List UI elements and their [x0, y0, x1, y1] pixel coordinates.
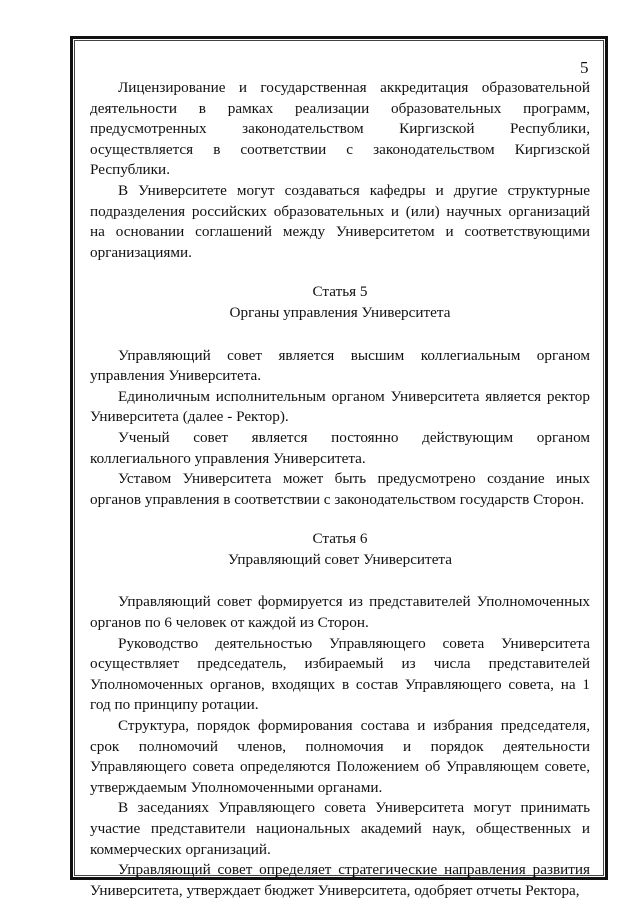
article-6-number: Статья 6 [312, 530, 368, 548]
paragraph: В Университете могут создаваться кафедры и другие структурные подразделения российских образовательных и (или) научных организаций на основании соглашений между Университетом и соответствующими организациями. [90, 181, 590, 261]
page-number: 5 [580, 58, 589, 77]
article-6-title: Управляющий совет Университета [228, 550, 452, 568]
paragraph: Ученый совет является постоянно действующим органом коллегиального управления Университета. [90, 428, 590, 467]
article-5-title: Органы управления Университета [229, 303, 451, 321]
paragraph: Руководство деятельностью Управляющего совета Университета осуществляет председатель, избираемый из числа представителей Уполномоченных органов, входящих в состав Управляющего совета, на 1 год по принципу ротации. [90, 634, 590, 714]
paragraph: Управляющий совет является высшим коллегиальным органом управления Университета. [90, 346, 590, 385]
paragraph: В заседаниях Управляющего совета Университета могут принимать участие представители национальных академий наук, общественных и коммерческих организаций. [90, 799, 590, 858]
paragraph: Лицензирование и государственная аккредитация образовательной деятельности в рамках реализации образовательных программ, предусмотренных законодательством Киргизской Республики, осуществляется в соответствии с законодательством Киргизской Республики. [90, 79, 590, 179]
document-body [90, 78, 590, 901]
paragraph: Уставом Университета может быть предусмотрено создание иных органов управления в соответствии с законодательством государств Сторон. [90, 470, 590, 508]
paragraph: Единоличным исполнительным органом Университета является ректор Университета (далее - Ректор). [90, 387, 590, 426]
paragraph: Управляющий совет формируется из представителей Уполномоченных органов по 6 человек от каждой из Сторон. [90, 593, 590, 632]
paragraph: Управляющий совет определяет стратегические направления развития Университета, утверждает бюджет Университета, одобряет отчеты Ректора, [90, 861, 590, 899]
paragraph: Структура, порядок формирования состава и избрания председателя, срок полномочий членов, полномочия и порядок деятельности Управляющего совета определяются Положением об Управляющем совете, утверждаемым Уполномоченными органами. [90, 717, 590, 796]
article-5-number: Статья 5 [312, 283, 368, 301]
